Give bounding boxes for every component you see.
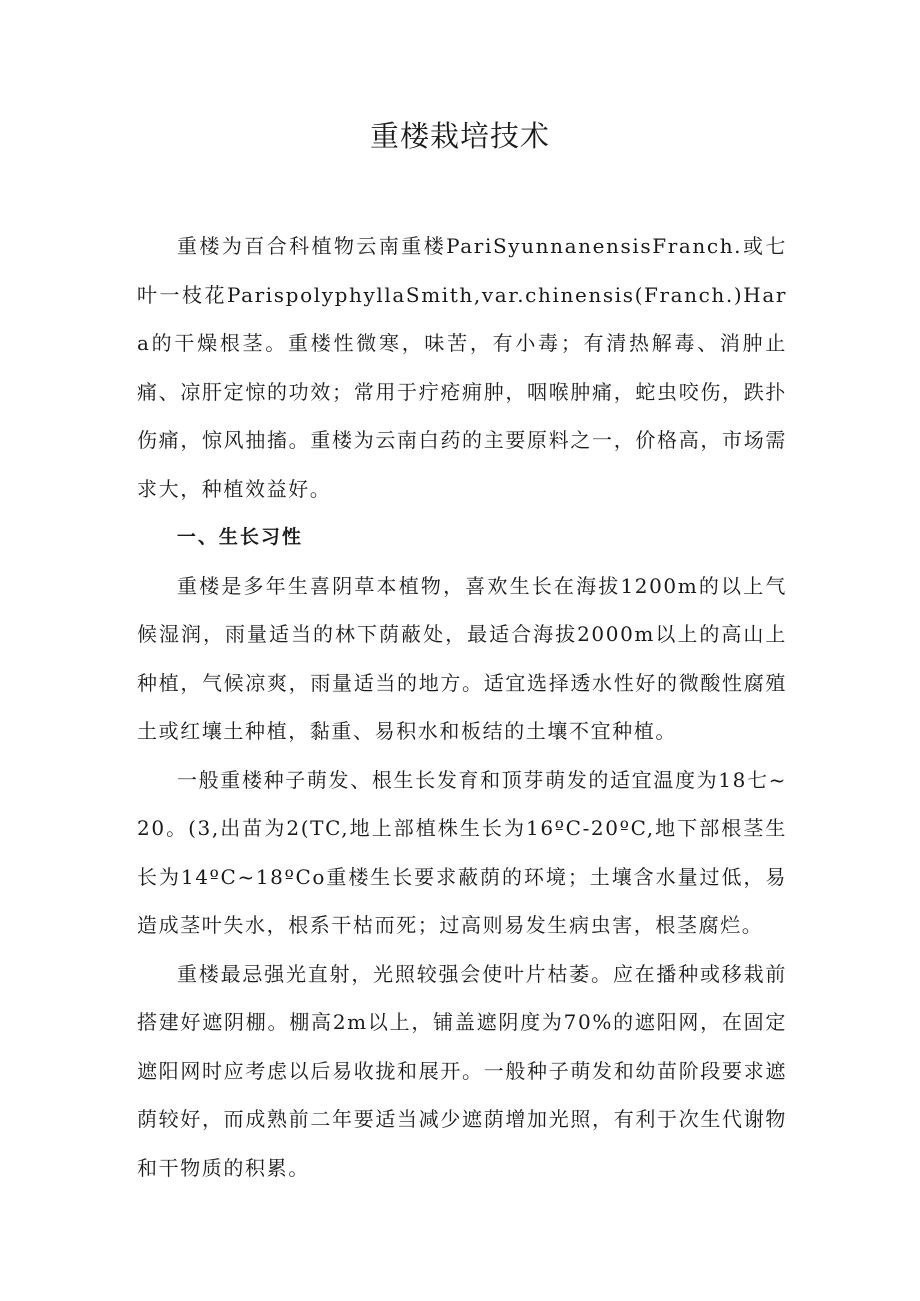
growth-paragraph-shade: 重楼最忌强光直射，光照较强会使叶片枯萎。应在播种或移栽前搭建好遮阴棚。棚高2m以上，铺盖遮阴度为70%的遮阳网，在固定遮阳网时应考虑以后易收拢和展开。一般种子萌发和幼苗阶段要求遮荫较好，而成熟前二年要适当减少遮荫增加光照，有利于次生代谢物和干物质的积累。 <box>137 961 787 1180</box>
growth-paragraph-temperature: 一般重楼种子萌发、根生长发育和顶芽萌发的适宜温度为18七~20。(3,出苗为2(TC,地上部植株生长为16ºC-20ºC,地下部根茎生长为14ºC~18ºCo重楼生长要求蔽荫的环境；土壤含水量过低，易造成茎叶失水，根系干枯而死；过高则易发生病虫害，根茎腐烂。 <box>137 767 787 937</box>
section-heading-growth-habits: 一、生长习性 <box>176 526 303 548</box>
document-title: 重楼栽培技术 <box>369 119 550 153</box>
intro-paragraph: 重楼为百合科植物云南重楼PariSyunnanensisFranch.或七叶一枝花ParispolyphyllaSmith,var.chinensis(Franch.)Hara的干燥根茎。重楼性微寒，味苦，有小毒；有清热解毒、消肿止痛、凉肝定惊的功效；常用于疔疮痈肿，咽喉肿痛，蛇虫咬伤，跌扑伤痛，惊风抽搐。重楼为云南白药的主要原料之一，价格高，市场需求大，种植效益好。 <box>137 234 787 501</box>
growth-paragraph-altitude: 重楼是多年生喜阴草本植物，喜欢生长在海拔1200m的以上气候湿润，雨量适当的林下荫蔽处，最适合海拔2000m以上的高山上种植，气候凉爽，雨量适当的地方。适宜选择透水性好的微酸性腐殖土或红壤土种植，黏重、易积水和板结的土壤不宜种植。 <box>137 573 787 743</box>
document-body <box>137 222 787 1192</box>
